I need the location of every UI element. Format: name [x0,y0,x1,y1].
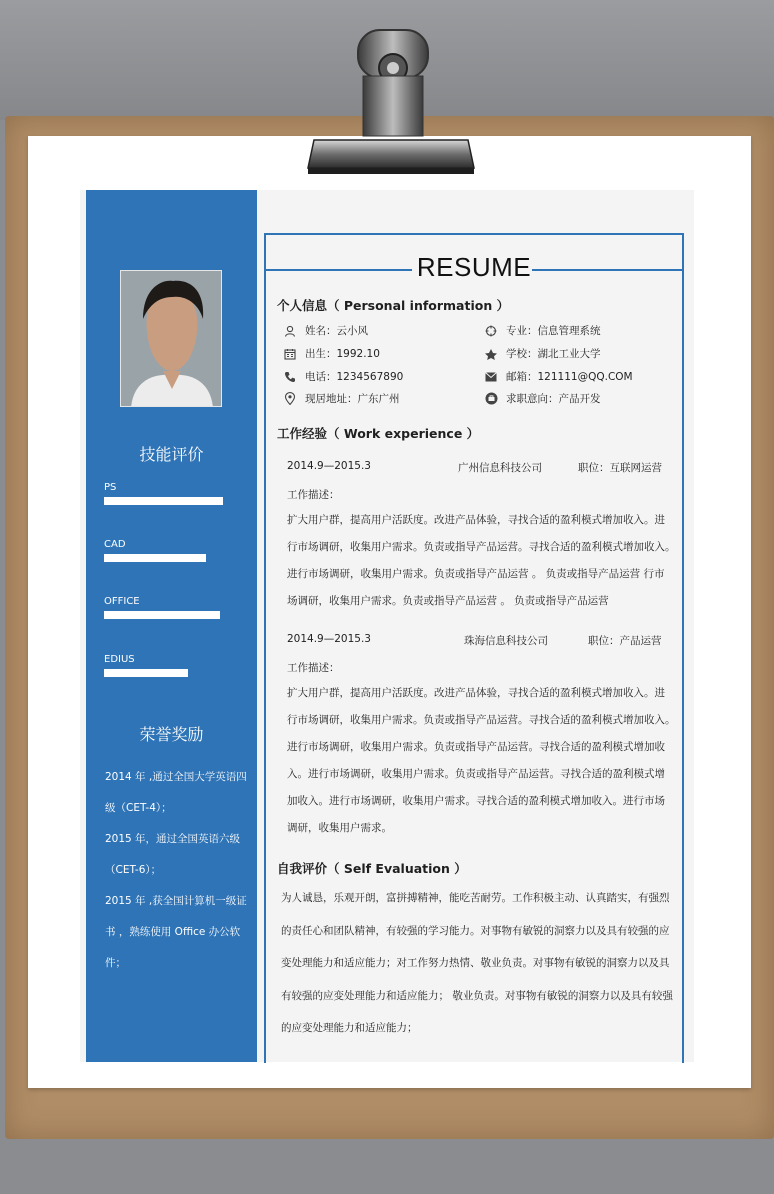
job-description [287,680,676,842]
award-line: 2015 年 ,获全国计算机一级证 [105,895,247,907]
award-line: （CET-6）； [105,864,162,876]
location-icon [283,392,297,406]
field-school [484,346,601,361]
skill-bar [104,497,223,505]
eval-line: 变处理能力和适应能力；对工作努力热情、敬业负责。对事物有敏锐的洞察力以及具 [281,957,670,969]
skill-label: EDIUS [104,654,135,665]
crosshair-icon [484,324,498,338]
skill-label: CAD [104,539,126,550]
person-icon [283,324,297,338]
calendar-icon [283,347,297,361]
job-description [287,507,676,615]
desc-line: 扩大用户群，提高用户活跃度。改进产品体验，寻找合适的盈利模式增加收入。进 [287,514,665,526]
binder-clip-icon [306,28,476,178]
job-desc-label: 工作描述： [287,489,340,501]
briefcase-icon [484,392,498,406]
eval-line: 有较强的应变处理能力和适应能力； 敬业负责。对事物有敏锐的洞察力以及具有较强 [281,989,673,1002]
self-evaluation-text [281,882,673,1045]
field-text: 学校：湖北工业大学 [506,348,601,360]
desc-line: 入。进行市场调研，收集用户需求。负责或指导产品运营。寻找合适的盈利模式增 [287,768,665,780]
desc-line: 场调研，收集用户需求。负责或指导产品运营 。 负责或指导产品运营 [287,595,609,607]
desc-line: 进行市场调研，收集用户需求。负责或指导产品运营。寻找合适的盈利模式增加收 [287,741,665,753]
award-line: 2015 年，通过全国英语六级 [105,833,241,845]
desc-line: 进行市场调研，收集用户需求。负责或指导产品运营 。 负责或指导产品运营 行市 [287,568,665,580]
phone-icon [283,370,297,384]
field-birth [283,346,380,361]
desc-line: 调研，收集用户需求。 [287,822,392,834]
job-position: 职位：互联网运营 [578,462,662,474]
desc-line: 扩大用户群，提高用户活跃度。改进产品体验，寻找合适的盈利模式增加收入。进 [287,687,665,699]
field-phone [283,369,403,384]
self-evaluation-heading: 自我评价（ Self Evaluation ） [277,861,467,876]
field-text: 求职意向：产品开发 [506,393,601,405]
job-company: 广州信息科技公司 [458,462,542,474]
skill-label: PS [104,482,117,493]
field-name [283,323,368,338]
field-text: 姓名：云小风 [305,325,368,337]
skill-item-office [104,596,244,619]
mail-icon [484,370,498,384]
skill-bar [104,669,188,677]
personal-info-heading: 个人信息（ Personal information ） [277,298,510,313]
skill-item-cad [104,539,244,562]
job-desc-label: 工作描述： [287,662,340,674]
skill-bar [104,611,220,619]
resume-sidebar [86,190,257,1062]
field-text: 出生：1992.10 [305,348,380,360]
awards-heading: 荣誉奖励 [139,725,204,744]
field-objective [484,391,601,406]
desc-line: 加收入。进行市场调研，收集用户需求。寻找合适的盈利模式增加收入。进行市场 [287,795,665,807]
job-period: 2014.9—2015.3 [287,460,371,472]
profile-photo [120,270,222,407]
award-line: 件； [105,957,126,969]
graduation-icon [484,347,498,361]
resume-title-row [266,252,682,286]
job-position: 职位：产品运营 [588,635,662,647]
desc-line: 行市场调研，收集用户需求。负责或指导产品运营。寻找合适的盈利模式增加收入。 [287,714,676,726]
field-text: 专业：信息管理系统 [506,325,601,337]
award-line: 2014 年 ,通过全国大学英语四 [105,771,247,783]
eval-line: 为人诚恳，乐观开朗，富拼搏精神，能吃苦耐劳。工作积极主动、认真踏实，有强烈 [281,892,670,904]
job-company: 珠海信息科技公司 [464,635,548,647]
field-address [283,391,400,406]
eval-line: 的应变处理能力和适应能力； [281,1022,418,1034]
work-experience-heading: 工作经验（ Work experience ） [277,426,480,441]
field-text: 现居地址：广东广州 [305,393,400,405]
award-line: 级（CET-4）； [105,802,172,814]
skill-label: OFFICE [104,596,140,607]
resume-title: RESUME [416,252,532,282]
skills-heading: 技能评价 [139,445,204,464]
skill-item-ps [104,482,244,505]
desc-line: 行市场调研，收集用户需求。负责或指导产品运营。寻找合适的盈利模式增加收入。 [287,541,676,553]
field-major [484,323,601,338]
field-email [484,369,633,384]
job-period: 2014.9—2015.3 [287,633,371,645]
field-text: 电话：1234567890 [305,371,404,383]
eval-line: 的责任心和团队精神，有较强的学习能力。对事物有敏锐的洞察力以及具有较强的应 [281,924,670,937]
skill-bar [104,554,206,562]
skill-item-edius [104,654,244,677]
awards-list [105,762,247,979]
award-line: 书 ，熟练使用 Office 办公软 [105,926,241,938]
field-text: 邮箱：121111@QQ.COM [506,371,633,383]
